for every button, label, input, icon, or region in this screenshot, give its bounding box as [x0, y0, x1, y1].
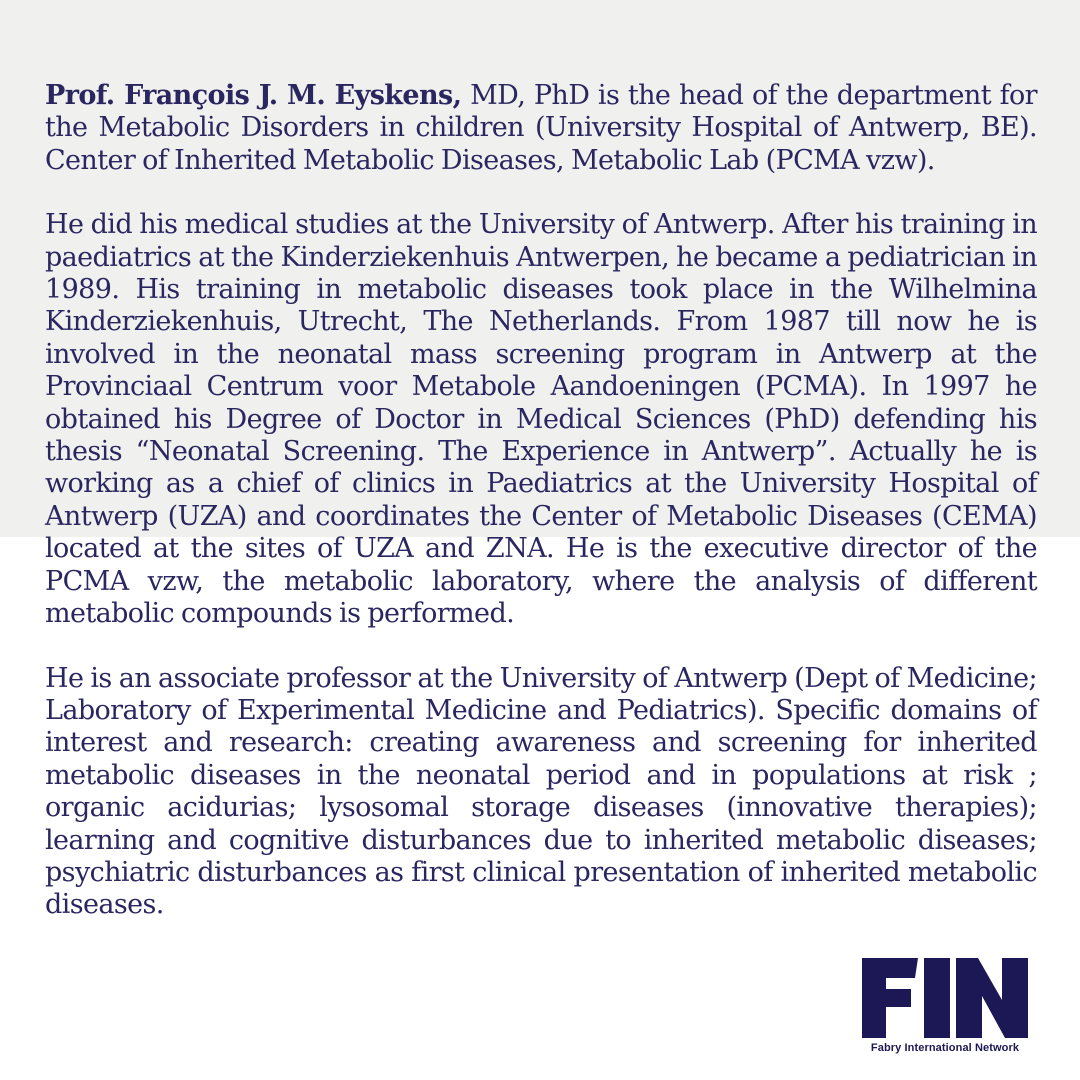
bio-paragraph-1-text: MD, PhD is the head of the department for the Metabolic Disorders in children (University Hospital of Antwerp, BE). Center of Inherited Metabolic Diseases, Metabolic Lab (PCMA vzw).	[45, 80, 1037, 176]
logo-tagline: Fabry International Network	[870, 1042, 1020, 1054]
biography-text	[45, 80, 1037, 954]
bio-paragraph-1	[45, 80, 1037, 177]
bio-paragraph-2: He did his medical studies at the University of Antwerp. After his training in paediatrics at the Kinderziekenhuis Antwerpen, he became a pediatrician in 1989. His training in metabolic diseases took place in the Wilhelmina Kinderziekenhuis, Utrecht, The Netherlands. From 1987 till now he is involved in the neonatal mass screening program in Antwerp at the Provinciaal Centrum voor Metabole Aandoeningen (PCMA). In 1997 he obtained his Degree of Doctor in Medical Sciences (PhD) defending his thesis “Neonatal Screening. The Experience in Antwerp”. Actually he is working as a chief of clinics in Paediatrics at the University Hospital of Antwerp (UZA) and coordinates the Center of Metabolic Diseases (CEMA) located at the sites of UZA and ZNA. He is the executive director of the PCMA vzw, the metabolic laboratory, where the analysis of different metabolic compounds is performed.	[45, 209, 1037, 630]
person-name: Prof. François J. M. Eyskens,	[45, 80, 462, 111]
bio-paragraph-3: He is an associate professor at the University of Antwerp (Dept of Medicine; Laboratory of Experimental Medicine and Pediatrics). Specific domains of interest and research: creating awareness and screening for inherited metabolic diseases in the neonatal period and in populations at risk ; organic acidurias; lysosomal storage diseases (innovative therapies); learning and cognitive disturbances due to inherited metabolic diseases; psychiatric disturbances as first clinical presentation of inherited metabolic diseases.	[45, 662, 1037, 921]
fin-logo-mark	[862, 958, 1028, 1038]
fin-logo	[860, 958, 1030, 1058]
